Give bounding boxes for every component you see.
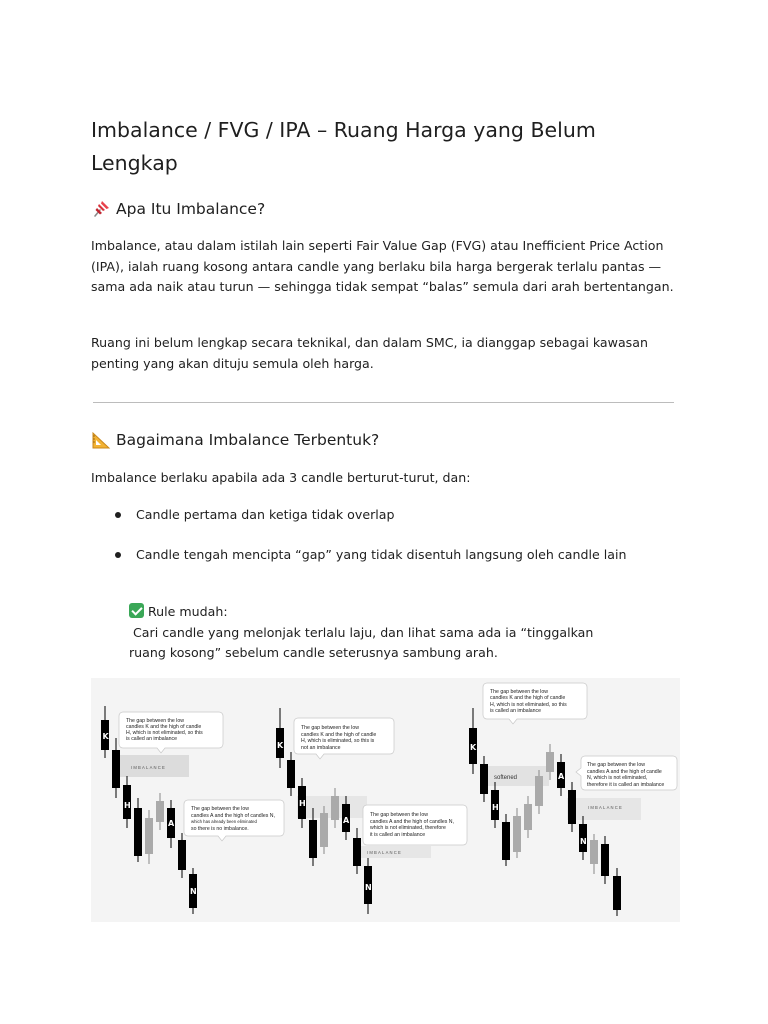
svg-text:The gap between the low: The gap between the low	[126, 718, 184, 724]
svg-text:candles K and the high of cand: candles K and the high of candle	[126, 724, 202, 730]
imbalance-label: IMBALANCE	[131, 765, 167, 770]
svg-text:candles A and the high of cand: candles A and the high of candle	[587, 769, 662, 775]
callout	[184, 800, 284, 841]
svg-text:is called an imbalance: is called an imbalance	[126, 736, 178, 742]
candle-label-n: N	[190, 887, 197, 896]
candle-label-a: A	[558, 772, 565, 781]
section-heading-label: Bagaimana Imbalance Terbentuk?	[116, 431, 380, 449]
svg-text:is called an imbalance: is called an imbalance	[490, 708, 542, 714]
candle-label-k: K	[470, 743, 477, 752]
svg-text:The gap between the low: The gap between the low	[587, 762, 645, 768]
bullet-dot	[115, 552, 121, 558]
svg-text:N, which is not eliminated,: N, which is not eliminated,	[587, 775, 648, 781]
callout	[294, 718, 394, 759]
svg-text:candles A and the high of cand: candles A and the high of candles N,	[191, 813, 275, 819]
svg-text:not an imbalance: not an imbalance	[301, 745, 341, 751]
section-heading-what	[91, 198, 265, 220]
svg-text:so there is no imbalance.: so there is no imbalance.	[191, 826, 249, 832]
list-item-text: Candle pertama dan ketiga tidak overlap	[136, 507, 395, 522]
rule-text-line: ruang kosong” sebelum candle seterusnya sambung arah.	[129, 645, 498, 660]
rule-box	[129, 602, 649, 664]
svg-text:The gap between the low: The gap between the low	[301, 725, 359, 731]
svg-text:The gap between the low: The gap between the low	[370, 812, 428, 818]
svg-text:The gap between the low: The gap between the low	[490, 689, 548, 695]
paragraph-intro: Imbalance berlaku apabila ada 3 candle berturut-turut, dan:	[91, 470, 471, 485]
bullet-dot	[115, 512, 121, 518]
svg-text:it is called an imbalance: it is called an imbalance	[370, 832, 426, 838]
candle-label-k: K	[102, 732, 109, 741]
svg-text:therefore it is called an imba: therefore it is called an imbalance	[587, 782, 665, 788]
svg-text:H, which is not eliminated, so: H, which is not eliminated, so this	[490, 702, 567, 708]
paragraph-definition: Imbalance, atau dalam istilah lain seperti Fair Value Gap (FVG) atau Inefficient Price Action (IPA), ialah ruang kosong antara candle yang berlaku bila harga bergerak terlalu pantas — sama ada naik atau turun — sehingga tidak sempat “balas” semula dari arah bertentangan.	[91, 238, 674, 294]
section-heading-label: Apa Itu Imbalance?	[116, 200, 266, 218]
candle-label-k: K	[277, 741, 284, 750]
rule-text-line: Cari candle yang melonjak terlalu laju, dan lihat sama ada ia “tinggalkan	[129, 624, 594, 640]
candle-label-n: N	[580, 837, 587, 846]
candle-label-h: H	[299, 799, 306, 808]
rule-title: Rule mudah:	[148, 604, 228, 619]
list-item-text: Candle tengah mencipta “gap” yang tidak disentuh langsung oleh candle lain	[136, 547, 627, 562]
imbalance-label: IMBALANCE	[367, 850, 403, 855]
callout	[363, 805, 467, 845]
candle-label-a: A	[168, 819, 175, 828]
svg-text:which has already been elimina: which has already been eliminated	[191, 819, 257, 824]
svg-text:The gap between the low: The gap between the low	[191, 806, 249, 812]
svg-text:candles K and the high of cand: candles K and the high of candle	[490, 695, 566, 701]
section-heading-how	[91, 429, 379, 451]
svg-text:candles A and the high of cand: candles A and the high of candles N,	[370, 819, 454, 825]
divider	[93, 402, 674, 403]
softened-label: softened	[494, 775, 518, 781]
svg-text:H, which is eliminated, so thi: H, which is eliminated, so this is	[301, 738, 375, 744]
page-title: Imbalance / FVG / IPA – Ruang Harga yang Belum Lengkap	[91, 118, 596, 175]
callout	[483, 683, 587, 724]
candlestick-diagram	[91, 678, 680, 922]
callout	[576, 756, 677, 790]
svg-text:H, which is not eliminated, so: H, which is not eliminated, so this	[126, 730, 203, 736]
paragraph-importance: Ruang ini belum lengkap secara teknikal, dan dalam SMC, ia dianggap sebagai kawasan penting yang akan dituju semula oleh harga.	[91, 335, 648, 371]
candle-label-n: N	[365, 883, 372, 892]
candle-label-h: H	[492, 803, 499, 812]
check-mark-icon	[129, 603, 144, 618]
candle-label-a: A	[343, 816, 350, 825]
pushpin-icon	[91, 199, 111, 219]
triangular-ruler-icon	[91, 430, 111, 450]
svg-text:which is not eliminated, there: which is not eliminated, therefore	[370, 825, 446, 831]
imbalance-label: IMBALANCE	[588, 805, 624, 810]
svg-text:candles K and the high of cand: candles K and the high of candle	[301, 732, 377, 738]
callout	[119, 712, 223, 753]
candle-label-h: H	[124, 801, 131, 810]
